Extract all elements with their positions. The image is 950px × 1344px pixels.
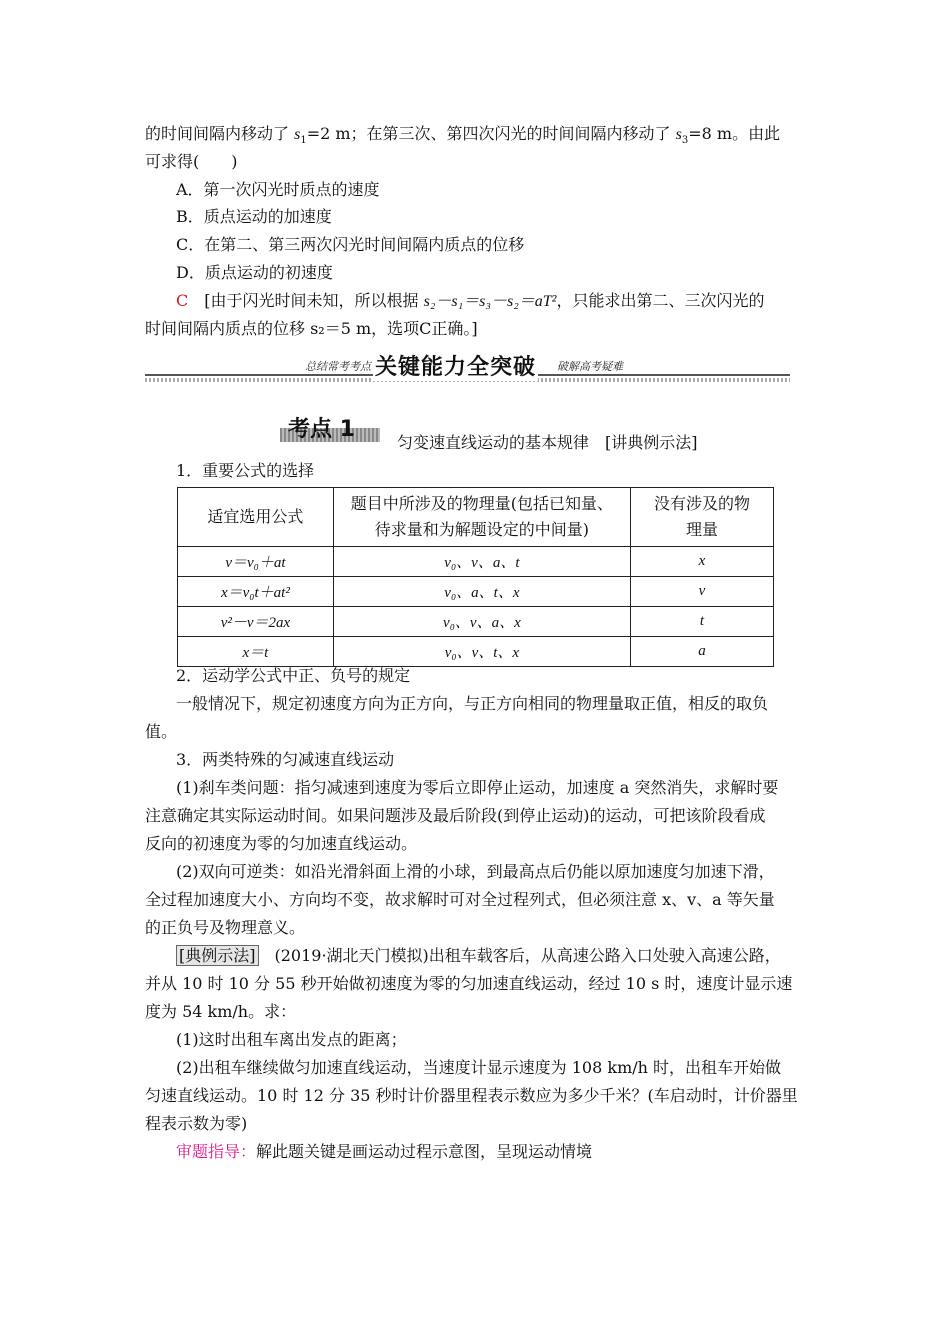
option-b: B．质点运动的加速度 [176,207,332,226]
table-row [178,547,774,577]
item-3-p2: 的正负号及物理意义。 [145,918,306,937]
table-row [178,637,774,667]
banner-title: 关键能力全突破 [373,350,538,381]
table-cell: v₀、v、t、x [333,637,630,667]
item-2-text: 一般情况下，规定初速度方向为正方向，与正方向相同的物理量取正值，相反的取负 [176,694,769,713]
guide-label: 审题指导： [176,1142,257,1161]
item-3-p1: 注意确定其实际运动时间。如果问题涉及最后阶段(到停止运动)的运动，可把该阶段看成 [145,806,766,825]
formula-table [177,487,774,667]
example-line: 程表示数为零) [145,1114,248,1133]
option-d: D．质点运动的初速度 [176,263,333,282]
example-line: 度为 54 km/h。求： [145,1002,297,1021]
item-3-title: 3．两类特殊的匀减速直线运动 [176,750,395,769]
item-3-p2: 全过程加速度大小、方向均不变，故求解时可对全过程列式，但必须注意 x、v、a 等矢量 [145,890,775,909]
table-header: 适宜选用公式 [178,488,334,547]
table-cell: x [630,547,773,577]
example-question-2: (2)出租车继续做匀加速直线运动，当速度计显示速度为 108 km/h 时，出租车开始做 [176,1058,782,1077]
table-cell: v²－v＝2ax [178,607,334,637]
table-cell: v＝v₀＋at [178,547,334,577]
item-3-p1: (1)刹车类问题：指匀减速到速度为零后立即停止运动，加速度 a 突然消失，求解时要 [176,778,779,797]
section-banner [145,352,790,386]
table-cell: t [630,607,773,637]
banner-right-text: 破解高考疑难 [557,360,623,373]
option-c: C．在第二、第三两次闪光时间间隔内质点的位移 [176,235,525,254]
table-cell: v₀、a、t、x [333,577,630,607]
example-line-1: [典例示法] (2019·湖北天门模拟)出租车载客后，从高速公路入口处驶入高速公路， [176,945,781,967]
answer-line-1: C [由于闪光时间未知，所以根据 s₂－s₁＝s₃－s₂＝aT²，只能求出第二、三次闪光的 [176,291,765,310]
item-3-p2: (2)双向可逆类：如沿光滑斜面上滑的小球，到最高点后仍能以原加速度匀加速下滑， [176,862,775,881]
item-2-text: 值。 [145,722,178,741]
table-cell: x＝t [178,637,334,667]
table-row [178,607,774,637]
intro-line-2: 可求得( ) [145,152,238,171]
example-question-1: (1)这时出租车离出发点的距离； [176,1030,407,1049]
guide-line: 审题指导：解此题关键是画运动过程示意图，呈现运动情境 [176,1142,593,1161]
section-title: 匀变速直线运动的基本规律 [讲典例示法] [397,433,698,452]
table-cell: v [630,577,773,607]
option-a: A．第一次闪光时质点的速度 [176,180,380,199]
table-cell: a [630,637,773,667]
table-cell: v₀、v、a、t [333,547,630,577]
banner-left-text: 总结常考考点 [305,360,371,373]
table-header: 题目中所涉及的物理量(包括已知量、待求量和为解题设定的中间量) [333,488,630,547]
table-cell: x＝v₀t＋at² [178,577,334,607]
table-header: 没有涉及的物理量 [630,488,773,547]
table-row [178,577,774,607]
example-tag: [典例示法] [176,945,259,966]
intro-line-1: 的时间间隔内移动了 $s_1=2$ m；在第三次、第四次闪光的时间间隔内移动了 $s_3=8$ m。由此 [145,124,781,147]
item-2-title: 2．运动学公式中正、负号的规定 [176,666,411,685]
table-header-row [178,488,774,547]
example-line: 并从 10 时 10 分 55 秒开始做初速度为零的匀加速直线运动，经过 10 s 时，速度计显示速 [145,974,793,993]
answer-letter: C [176,291,189,310]
item-3-p1: 反向的初速度为零的匀加速直线运动。 [145,834,418,853]
kaodian-tag: 考点 1 [280,412,380,442]
table-cell: v₀、v、a、x [333,607,630,637]
example-line: 匀速直线运动。10 时 12 分 35 秒时计价器里程表示数应为多少千米？(车启动时，计价器里 [145,1086,798,1105]
answer-line-2: 时间间隔内质点的位移 s₂＝5 m，选项C正确。] [145,319,478,338]
item-1-title: 1．重要公式的选择 [176,461,315,480]
